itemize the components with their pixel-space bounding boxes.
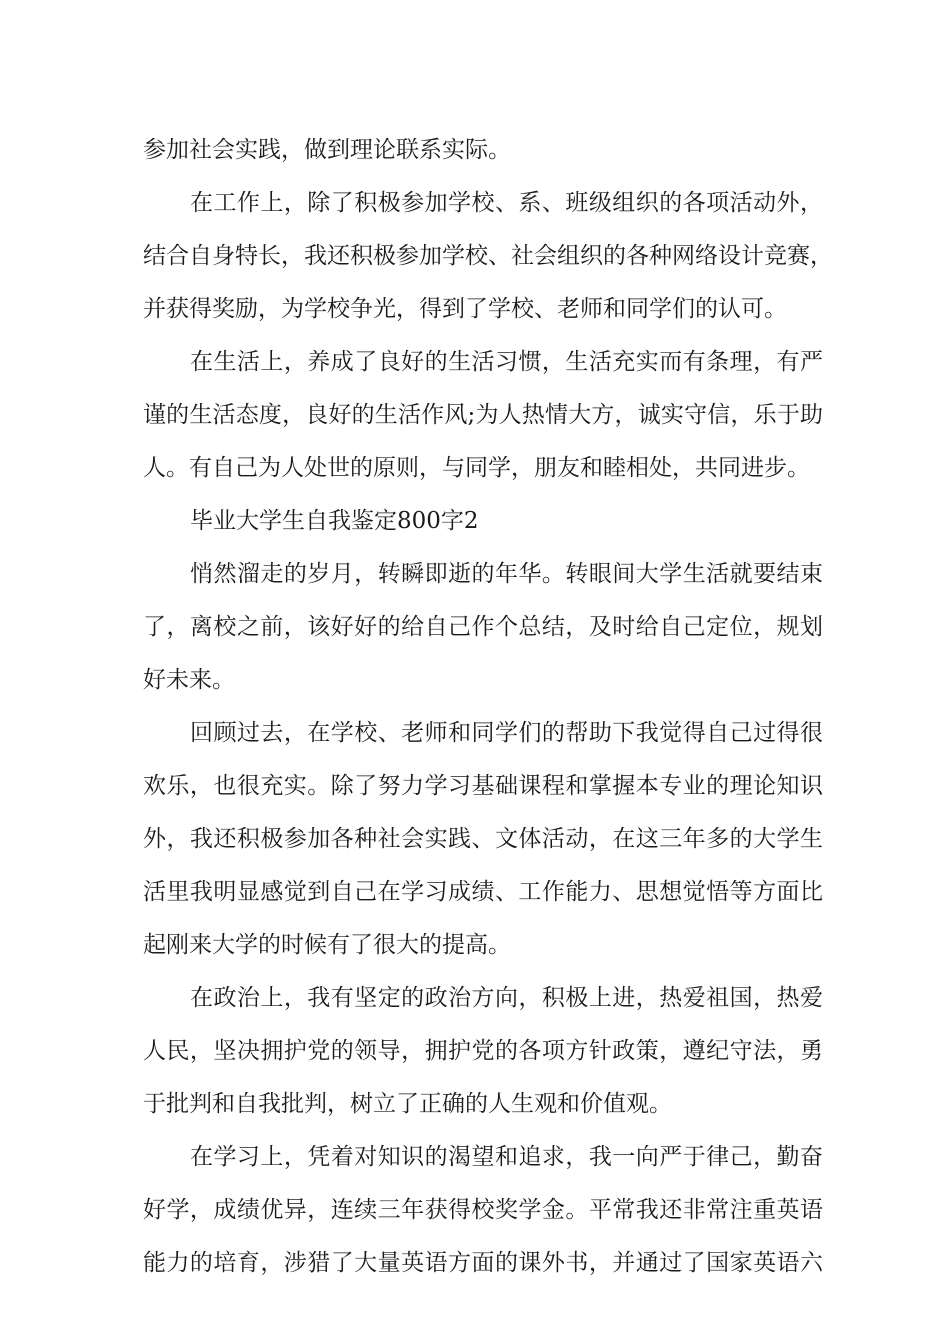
section-heading: 毕业大学生自我鉴定800字2 xyxy=(190,508,479,534)
text-line: 参加社会实践，做到理论联系实际。 xyxy=(143,137,511,163)
paragraph-first-line: 在生活上，养成了良好的生活习惯，生活充实而有条理，有严 xyxy=(190,349,823,375)
paragraph-first-line: 回顾过去，在学校、老师和同学们的帮助下我觉得自己过得很 xyxy=(190,720,823,746)
text-line: 于批判和自我批判，树立了正确的人生观和价值观。 xyxy=(143,1091,672,1117)
paragraph-first-line: 在政治上，我有坚定的政治方向，积极上进，热爱祖国，热爱 xyxy=(190,985,823,1011)
text-line: 好未来。 xyxy=(143,667,235,693)
text-line: 并获得奖励，为学校争光，得到了学校、老师和同学们的认可。 xyxy=(143,296,787,322)
text-line: 外，我还积极参加各种社会实践、文体活动，在这三年多的大学生 xyxy=(143,826,823,852)
text-line: 好学，成绩优异，连续三年获得校奖学金。平常我还非常注重英语 xyxy=(143,1197,823,1223)
text-line: 起刚来大学的时候有了很大的提高。 xyxy=(143,932,511,958)
text-line: 能力的培育，涉猎了大量英语方面的课外书，并通过了国家英语六 xyxy=(143,1250,823,1276)
text-line: 了，离校之前，该好好的给自己作个总结，及时给自己定位，规划 xyxy=(143,614,823,640)
paragraph-first-line: 悄然溜走的岁月，转瞬即逝的年华。转眼间大学生活就要结束 xyxy=(190,561,823,587)
text-line: 人民，坚决拥护党的领导，拥护党的各项方针政策，遵纪守法，勇 xyxy=(143,1038,823,1064)
text-line: 谨的生活态度，良好的生活作风;为人热情大方，诚实守信，乐于助 xyxy=(143,402,823,428)
text-line: 结合自身特长，我还积极参加学校、社会组织的各种网络设计竞赛， xyxy=(143,243,833,269)
paragraph-first-line: 在学习上，凭着对知识的渴望和追求，我一向严于律己，勤奋 xyxy=(190,1144,823,1170)
paragraph-first-line: 在工作上，除了积极参加学校、系、班级组织的各项活动外， xyxy=(190,190,823,216)
text-line: 活里我明显感觉到自己在学习成绩、工作能力、思想觉悟等方面比 xyxy=(143,879,823,905)
text-line: 人。有自己为人处世的原则，与同学，朋友和睦相处，共同进步。 xyxy=(143,455,810,481)
text-line: 欢乐，也很充实。除了努力学习基础课程和掌握本专业的理论知识 xyxy=(143,773,823,799)
